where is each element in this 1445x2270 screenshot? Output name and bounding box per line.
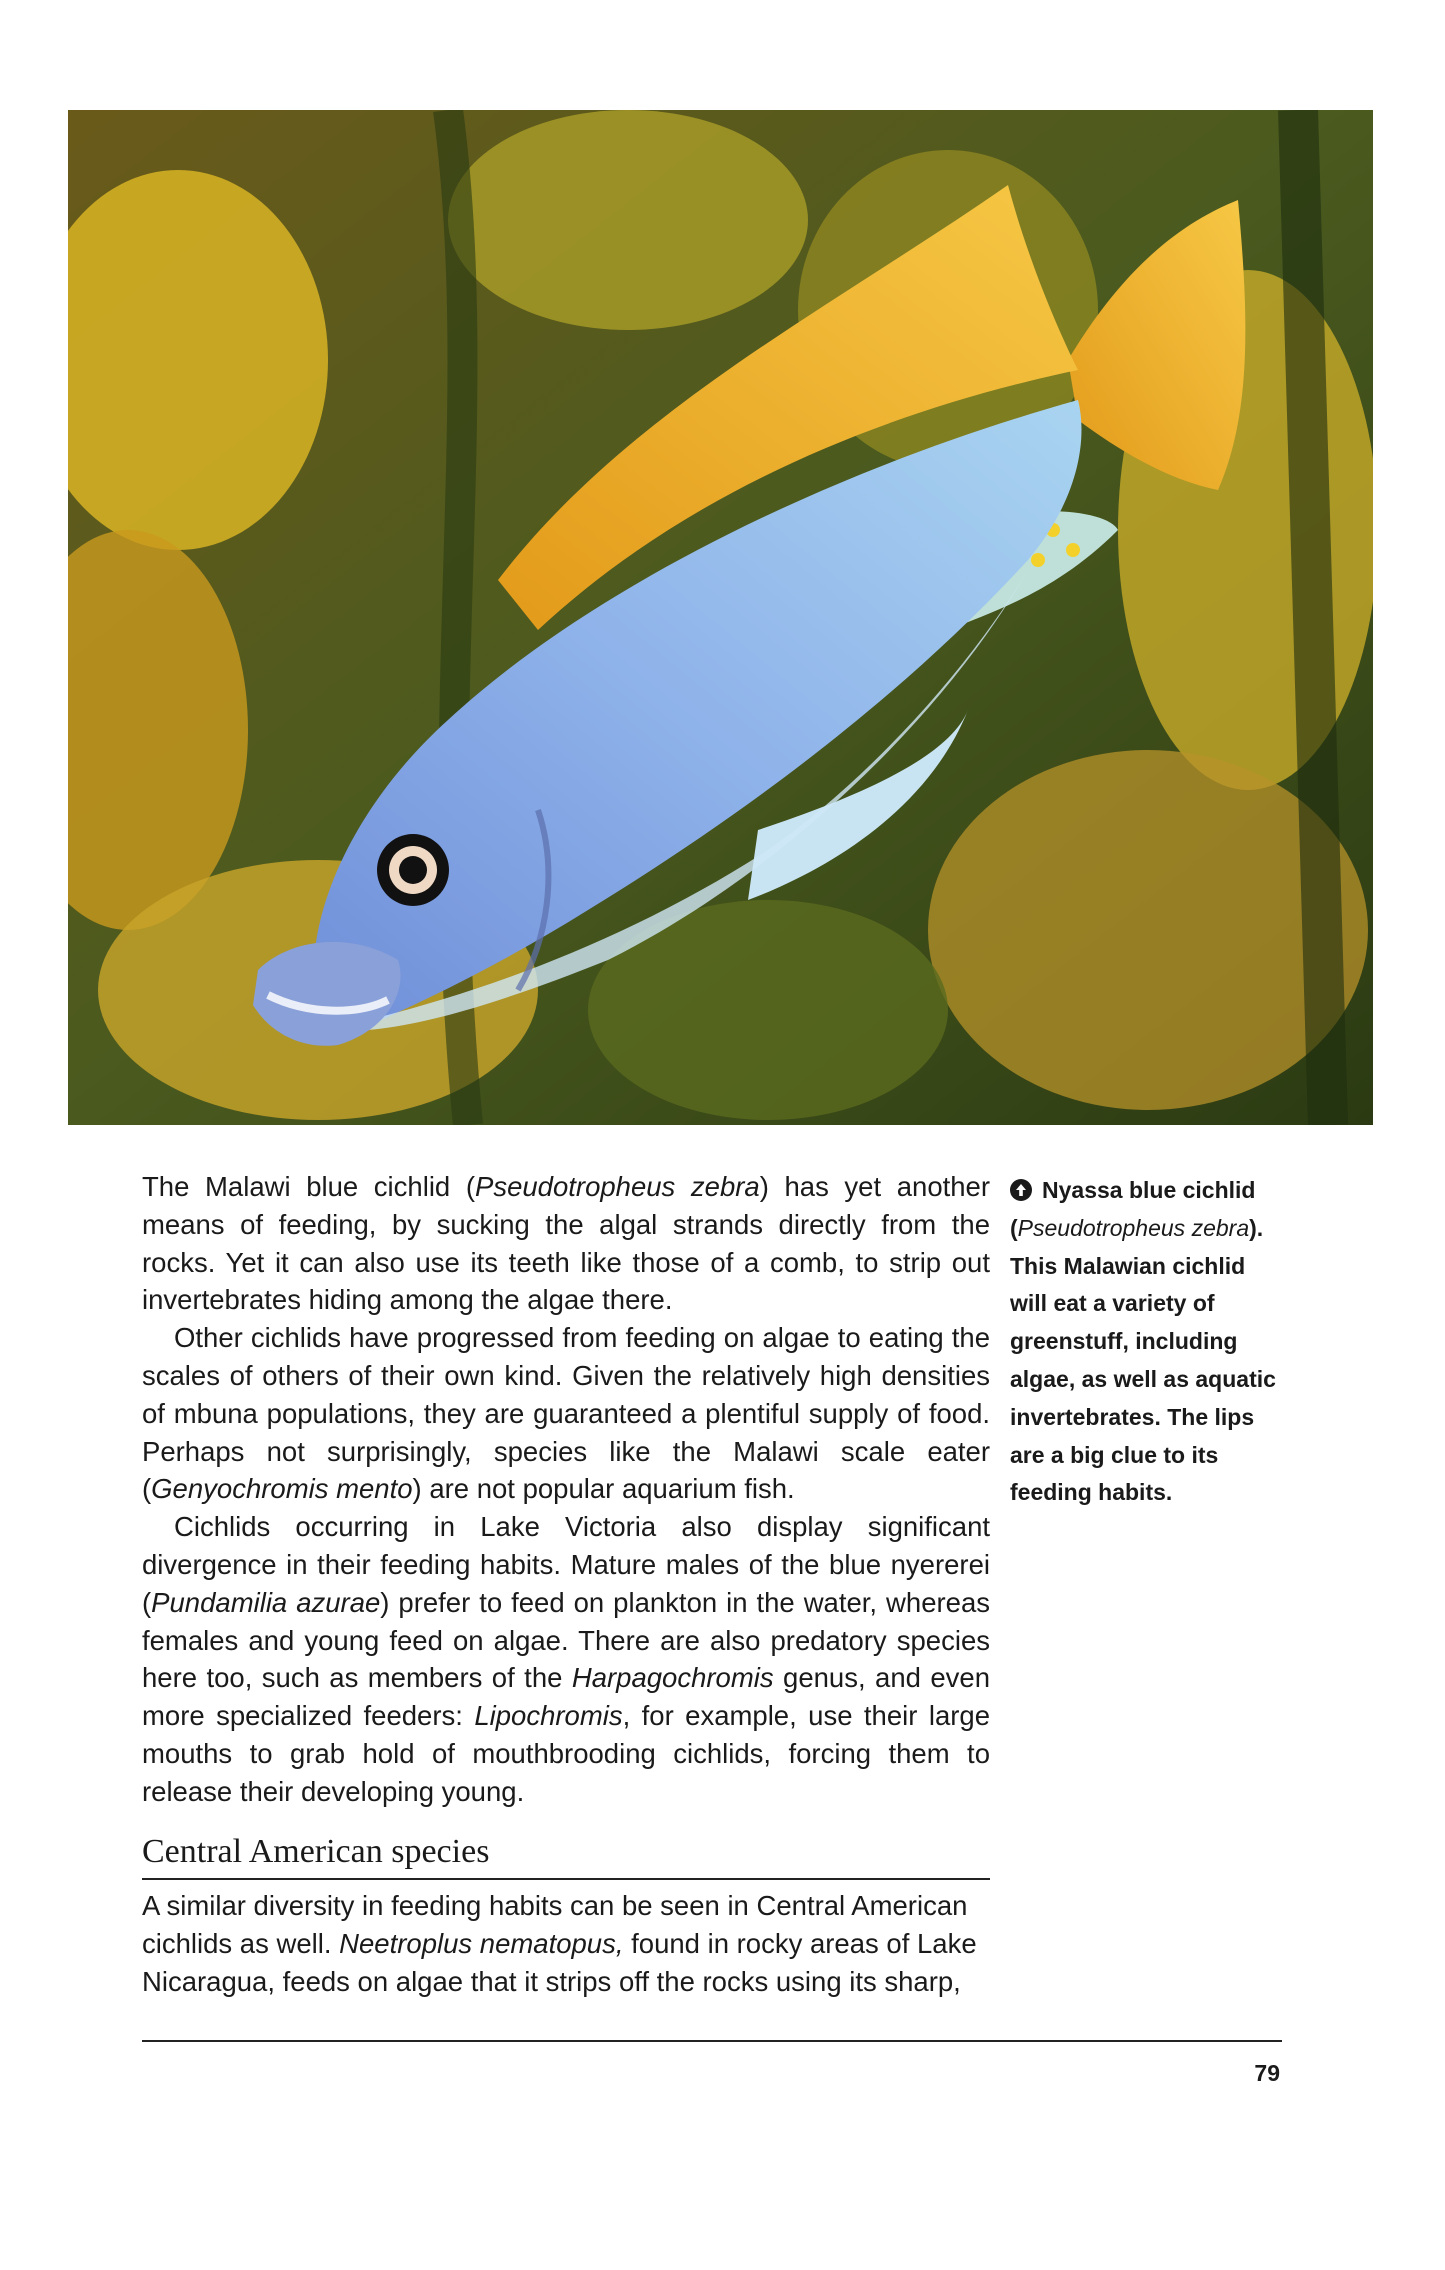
body-paragraph-1	[142, 1168, 990, 1319]
caption-lead: Nyassa blue cichlid	[1042, 1177, 1256, 1203]
text-run: Other cichlids have progressed from feeding on algae to eating the scales of others of their own kind. Given the relatively high densities of mbuna populations, they are guaranteed a plentiful supply of food. Perhaps not surprisingly, species like the Malawi scale eater (	[142, 1322, 990, 1505]
text-run: The Malawi blue cichlid (	[142, 1171, 475, 1202]
footer-rule	[142, 2040, 1282, 2042]
photo-caption	[1010, 1172, 1280, 1512]
page-number: 79	[1254, 2060, 1280, 2086]
caption-close: ).	[1249, 1214, 1264, 1241]
species-name: Harpagochromis	[571, 1662, 774, 1694]
section-heading: Central American species	[142, 1830, 990, 1880]
caption-rest: This Malawian cichlid will eat a variety of greenstuff, including algae, as well as aquatic invertebrates. The lips are a big clue to its feeding habits.	[1010, 1252, 1276, 1506]
text-run: ) prefer to feed on plankton in the water, whereas females and young feed on algae. There are also predatory species here too, such as members of the	[142, 1586, 990, 1694]
text-run: Cichlids occurring in Lake Victoria also display significant divergence in their feeding habits. Mature males of the blue nyererei (	[142, 1511, 990, 1618]
arrow-up-circle-icon	[1010, 1175, 1032, 1197]
text-run: genus, and even more specialized feeders:	[142, 1662, 990, 1732]
body-paragraph-3	[142, 1508, 990, 1810]
section-body	[142, 1887, 990, 2000]
species-name: Neetroplus nematopus,	[339, 1927, 624, 1959]
section-paragraph-1	[142, 1887, 990, 2000]
species-name: Pseudotropheus zebra	[475, 1171, 760, 1202]
species-name: Lipochromis	[474, 1700, 623, 1732]
text-run: ) has yet another means of feeding, by sucking the algal strands directly from the rocks. Yet it can also use its teeth like those of a comb, to strip out invertebrates hiding among the algae there.	[142, 1171, 991, 1316]
species-name: Pundamilia azurae	[151, 1586, 381, 1618]
text-run: , for example, use their large mouths to grab hold of mouthbrooding cichlids, forcing them to release their developing young.	[142, 1700, 990, 1807]
caption-open-paren: (	[1010, 1214, 1018, 1241]
body-paragraph-2	[142, 1319, 990, 1508]
body-text	[142, 1168, 990, 1811]
cichlid-illustration	[68, 110, 1373, 1125]
species-name: Genyochromis mento	[151, 1473, 413, 1505]
caption-species: Pseudotropheus zebra	[1017, 1214, 1250, 1241]
text-run: ) are not popular aquarium fish.	[412, 1473, 795, 1505]
text-run: A similar diversity in feeding habits can be seen in Central American cichlids as well.	[142, 1890, 968, 1959]
cichlid-photo	[68, 110, 1373, 1125]
text-run: found in rocky areas of Lake Nicaragua, feeds on algae that it strips off the rocks using its sharp,	[142, 1927, 977, 1997]
